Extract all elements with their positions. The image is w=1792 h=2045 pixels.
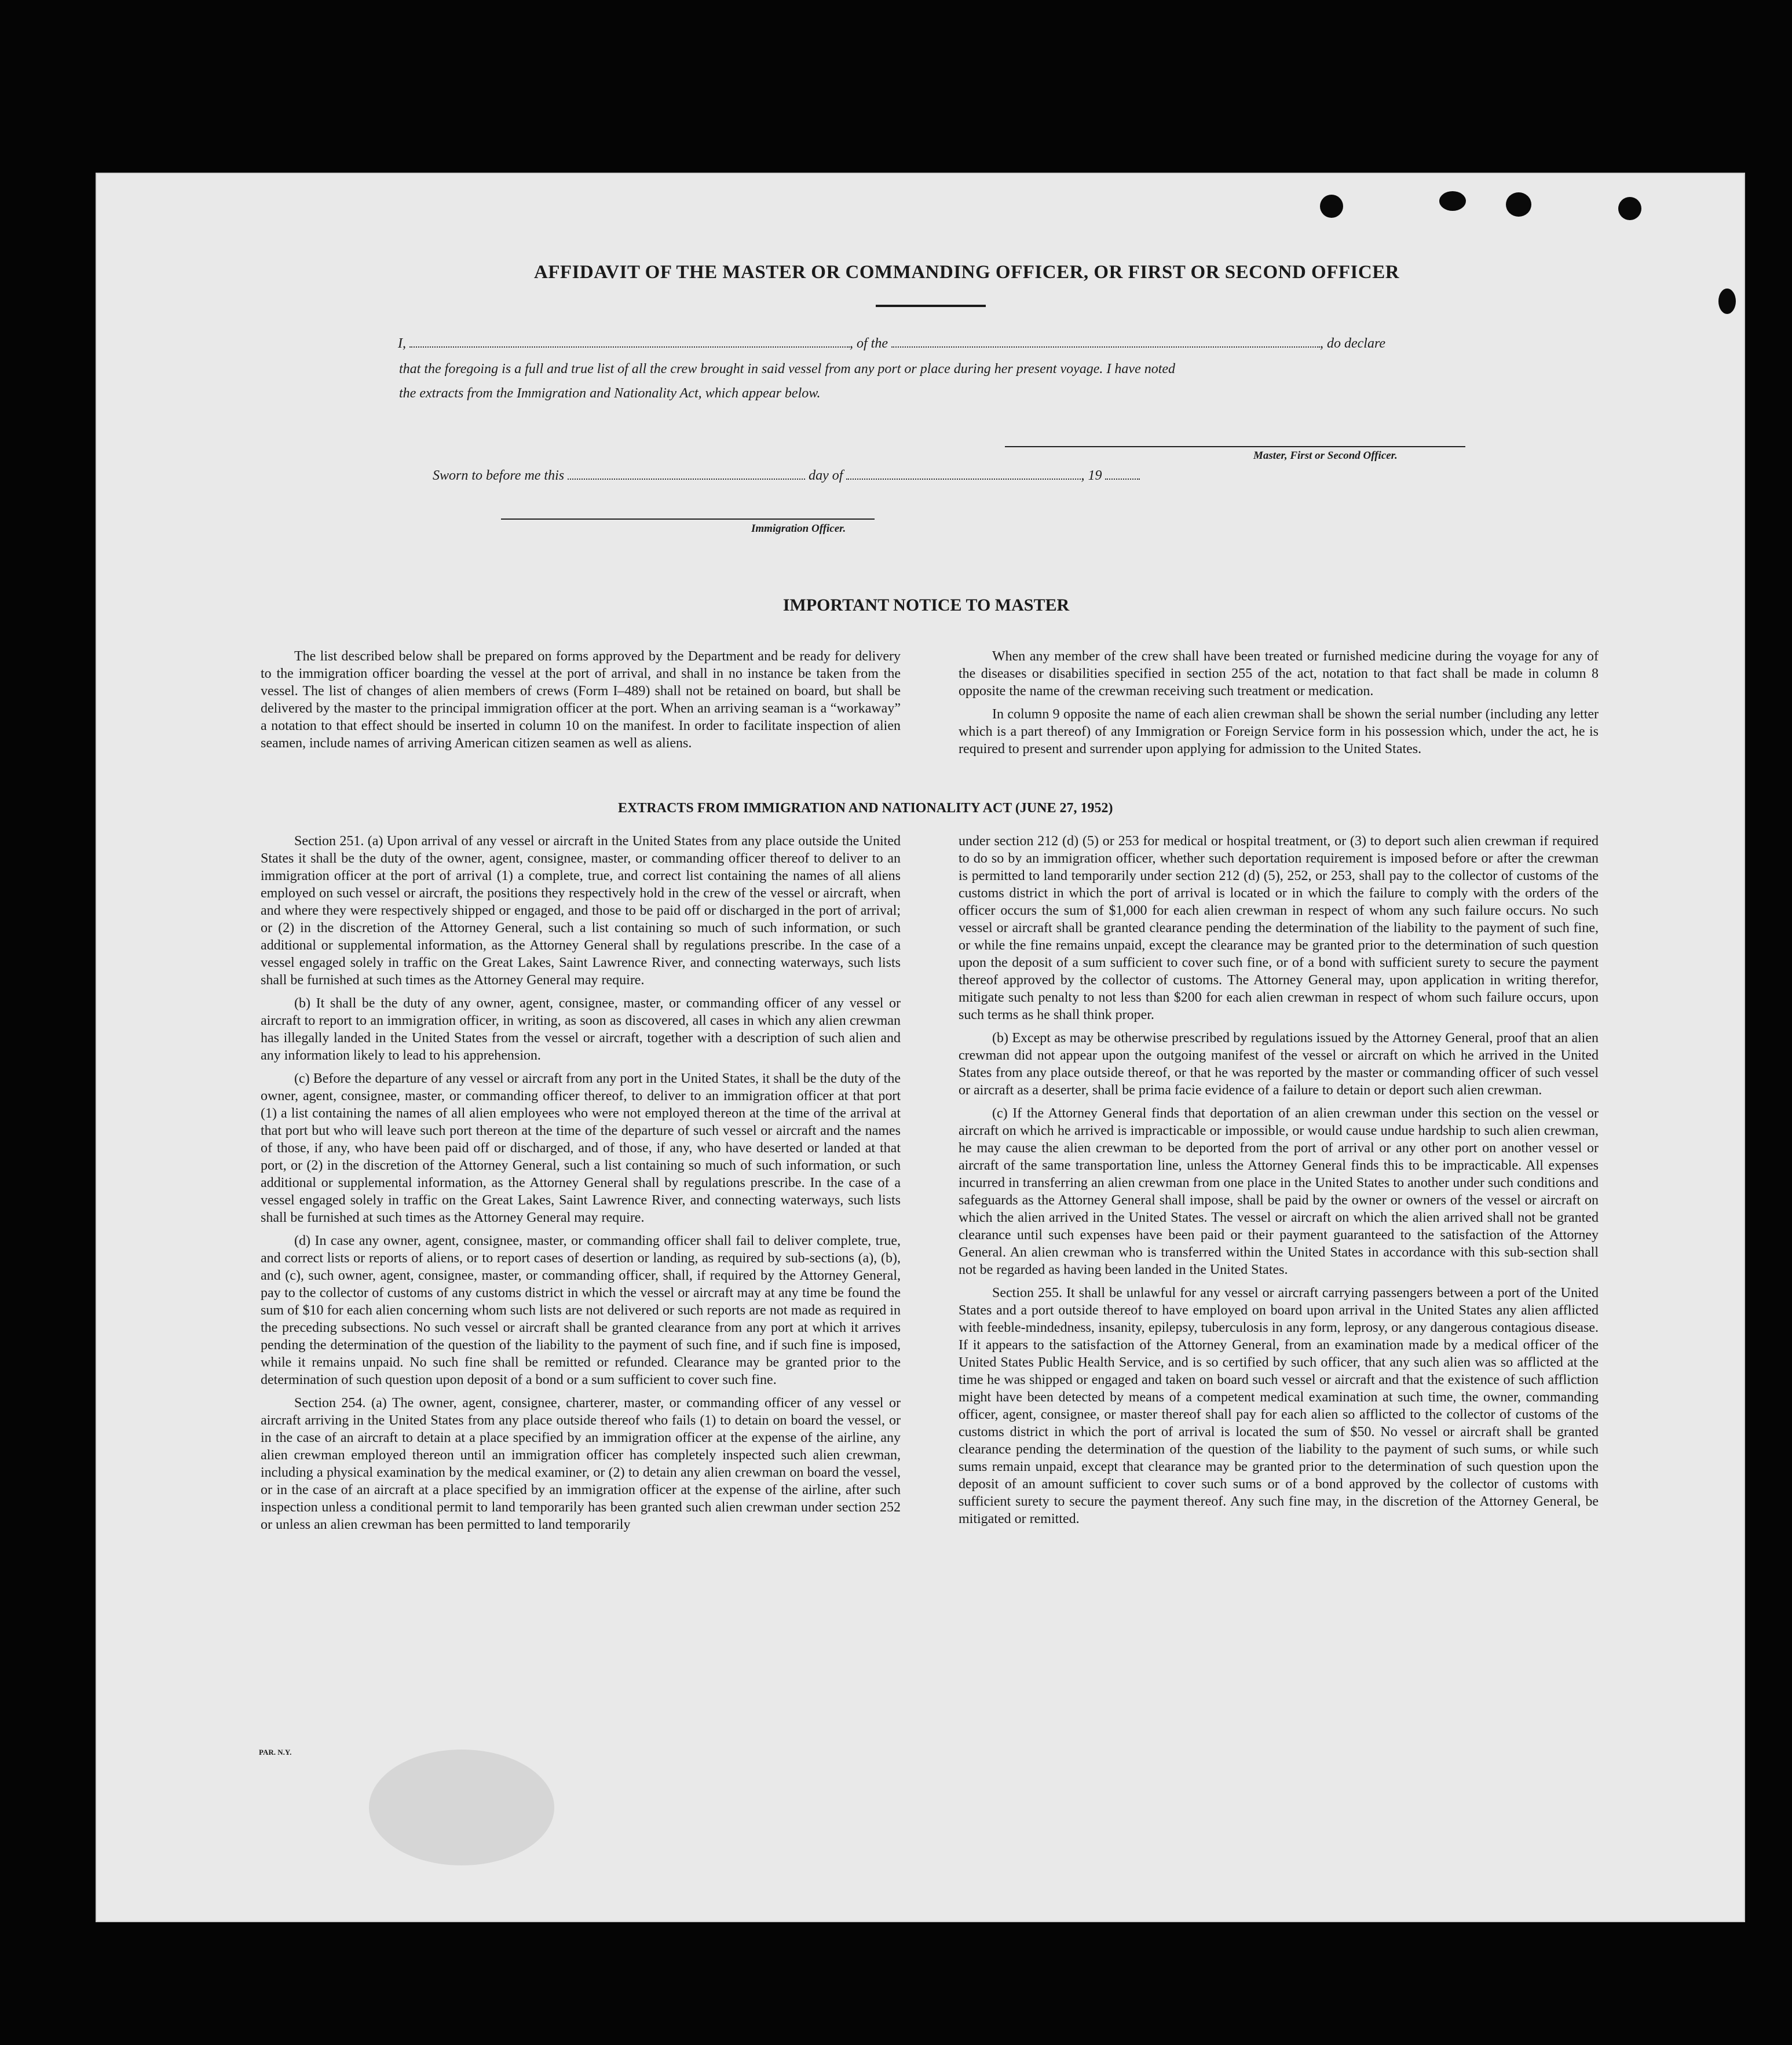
section-254-b: (b) Except as may be otherwise prescribed by regulations issued by the Attorney General, proof that an alien crewman did not appear upon the outgoing manifest of the vessel or aircraft on which he arrived in the United States from any place outside thereof, or that he was reported by the master or commanding officer of such vessel or aircraft as a deserter, shall be prima facie evidence of a failure to detain or deport such alien crewman. xyxy=(959,1031,1599,1098)
declarant-prefix: I, xyxy=(398,336,406,351)
title-divider xyxy=(876,305,986,307)
sworn-day-field[interactable] xyxy=(568,469,805,480)
punch-hole xyxy=(1718,289,1736,314)
punch-hole xyxy=(1506,192,1531,217)
year-prefix-label: , 19 xyxy=(1081,468,1102,483)
notice-right-paragraph-1: When any member of the crew shall have been treated or furnished medicine during the voyage for any of the diseases or disabilities specified in section 255 of the act, notation to that fact shall be made in column 8 opposite the name of the crewman receiving such treatment or medication. xyxy=(959,649,1599,699)
section-254-a: Section 254. (a) The owner, agent, consignee, charterer, master, or commanding officer of any vessel or aircraft arriving in the United States from any place outside thereof who fails (1) to detain on board the vessel, or in the case of an aircraft to detain at a place specified by an immigration officer at the expense of the airline, any alien crewman employed thereon until an immigration officer has completely inspected such alien crewman, including a physical examination by the medical examiner, or (2) to detain any alien crewman on board the vessel, or in the case of an aircraft at a place specified by an immigration officer at the expense of the airline, after such inspection unless a conditional permit to land temporarily has been granted such alien crewman under section 252 or unless an alien crewman has been permitted to land temporarily xyxy=(261,1396,901,1532)
extracts-title: EXTRACTS FROM IMMIGRATION AND NATIONALITY ACT (JUNE 27, 1952) xyxy=(618,801,1113,816)
do-declare-label: , do declare xyxy=(1320,336,1386,351)
immigration-officer-signature-line[interactable] xyxy=(501,518,875,520)
notice-left-paragraph: The list described below shall be prepared on forms approved by the Department and be ready for delivery to the immigration officer boarding the vessel at the port of arrival, and shall in no instance be taken from the vessel. The list of changes of alien members of crews (Form I–489) shall not be retained on board, but shall be delivered by the master to the principal immigration officer at the port. When an arriving seaman is a “workaway” a notation to that effect should be inserted in column 10 on the manifest. In order to facilitate inspection of alien seamen, include names of arriving American citizen seamen as well as aliens. xyxy=(261,649,901,751)
sworn-line xyxy=(433,468,1522,484)
master-signature-caption: Master, First or Second Officer. xyxy=(1253,450,1398,462)
section-254-a-continued: under section 212 (d) (5) or 253 for medical or hospital treatment, or (3) to deport such alien crewman if required to do so by an immigration officer, whether such deportation requirement is imposed before or after the crewman is permitted to land temporarily under section 212 (d) (5), 252, or 253, shall pay to the collector of customs of the customs district in which the port of arrival is located or in which the failure to comply with the orders of the officer occurs the sum of $1,000 for each alien crewman in respect of whom any such failure occurs. No such vessel or aircraft shall be granted clearance pending the determination of the liability to the payment of such fine, or while the fine remains unpaid, except the clearance may be granted prior to the determination of such question upon the deposit of a sum sufficient to cover such fine, or of a bond with sufficient surety to secure the payment thereof approved by the collector of customs. The Attorney General may, upon application in writing therefor, mitigate such penalty to not less than $200 for each alien crewman in respect of whom such failure occurs, upon such terms as he shall think proper. xyxy=(959,834,1599,1022)
notice-right-paragraph-2: In column 9 opposite the name of each alien crewman shall be shown the serial number (including any letter which is a part thereof) of any Immigration or Foreign Service form in his possession which, under the act, he is required to present and surrender upon applying for admission to the United States. xyxy=(959,707,1599,757)
affidavit-title: AFFIDAVIT OF THE MASTER OR COMMANDING OFFICER, OR FIRST OR SECOND OFFICER xyxy=(533,262,1400,283)
section-251-b: (b) It shall be the duty of any owner, agent, consignee, master, or commanding officer of any vessel or aircraft to report to an immigration officer, in writing, as soon as discovered, all cases in which any alien crewman has illegally landed in the United States from the vessel or aircraft, together with a description of such alien and any information likely to lead to his apprehension. xyxy=(261,996,901,1063)
immigration-officer-caption: Immigration Officer. xyxy=(751,523,846,535)
section-255: Section 255. It shall be unlawful for any vessel or aircraft carrying passengers between a port of the United States and a port outside thereof to have employed on board upon arrival in the United States any alien afflicted with feeble-mindedness, insanity, epilepsy, tuberculosis in any form, leprosy, or any dangerous contagious disease. If it appears to the satisfaction of the Attorney General, from an examination made by a medical officer of the United States Public Health Service, and is so certified by such officer, that any such alien was so afflicted at the time he was shipped or engaged and taken on board such vessel or aircraft and that the existence of such affliction might have been detected by means of a competent medical examination at such time, the owner, commanding officer, agent, consignee, or master thereof shall pay for each alien so afflicted to the collector of customs of the customs district in which the port of arrival is located the sum of $50. No vessel or aircraft shall be granted clearance pending the determination of the question of the liability to the payment of such sums, or while such sums remain unpaid, except that clearance may be granted prior to the determination of such question upon the deposit of an amount sufficient to cover such sums or of a bond approved by the collector of customs with sufficient surety to secure the payment thereof. Any such fine may, in the discretion of the Attorney General, be mitigated or remitted. xyxy=(959,1286,1599,1527)
section-251-c: (c) Before the departure of any vessel or aircraft from any port in the United States, it shall be the duty of the owner, agent, consignee, master, or commanding officer thereof, to deliver to an immigration officer at that port (1) a list containing the names of all alien employees who were not employed thereon at the time of the arrival at that port but who will leave such port thereon at the time of the departure of such vessel or aircraft and the names of those, if any, who have been paid off or discharged, and of those, if any, who have deserted or landed at that port, or (2) in the discretion of the Attorney General, such a list containing so much of such information, or such additional or supplemental information, as the Attorney General shall by regulations prescribe. In the case of a vessel engaged solely in traffic on the Great Lakes, Saint Lawrence River, and connecting waterways, such lists shall be furnished at such times as the Attorney General may require. xyxy=(261,1071,901,1225)
sworn-label: Sworn to before me this xyxy=(433,468,565,483)
master-signature-line[interactable] xyxy=(1005,446,1465,447)
section-251-d: (d) In case any owner, agent, consignee, master, or commanding officer shall fail to deliver complete, true, and correct lists or reports of aliens, or to report cases of desertion or landing, as required by sub-sections (a), (b), and (c), such owner, agent, consignee, master, or commanding officer, shall, if required by the Attorney General, pay to the collector of customs of any customs district in which the vessel or aircraft may at any time be found the sum of $10 for each alien concerning whom such lists are not delivered or such reports are not made as required in the preceding subsections. No such vessel or aircraft shall be granted clearance from any port at which it arrives pending the determination of the question of the liability to the payment of such fine, and if such fine is imposed, while it remains unpaid. No such fine shall be remitted or refunded. Clearance may be granted prior to the determination of such question upon deposit of a bond or a sum sufficient to cover such fine. xyxy=(261,1233,901,1387)
declaration-line-1 xyxy=(398,336,1487,352)
punch-hole xyxy=(1320,195,1343,218)
punch-hole xyxy=(1618,197,1641,220)
punch-hole xyxy=(1439,191,1466,211)
declarant-name-field[interactable] xyxy=(409,337,850,348)
declaration-line-3: the extracts from the Immigration and Nationality Act, which appear below. xyxy=(399,386,821,401)
stamp-smudge xyxy=(369,1750,554,1865)
notice-title: IMPORTANT NOTICE TO MASTER xyxy=(782,596,1070,615)
section-254-c: (c) If the Attorney General finds that deportation of an alien crewman under this section on the vessel or aircraft on which he arrived is impracticable or impossible, or would cause undue hardship to such alien crewman, he may cause the alien crewman to be deported from the port of arrival or any other port on another vessel or aircraft of the same transportation line, unless the Attorney General finds this to be impracticable. All expenses incurred in transferring an alien crewman from one place in the United States to another under such conditions and safeguards as the Attorney General shall impose, shall be paid by the owner or owners of the vessel or aircraft on which the alien arrived in the United States. The vessel or aircraft on which the alien arrived shall not be granted clearance until such expenses have been paid or their payment guaranteed to the satisfaction of the Attorney General. An alien crewman who is transferred within the United States in accordance with this sub-section shall not be regarded as having been landed in the United States. xyxy=(959,1106,1599,1277)
extracts-left-column xyxy=(261,832,901,1539)
sworn-year-field[interactable] xyxy=(1105,469,1140,480)
section-251-a: Section 251. (a) Upon arrival of any vessel or aircraft in the United States from any place outside the United States it shall be the duty of the owner, agent, consignee, master, or commanding officer thereof to deliver to an immigration officer at the port of arrival (1) a complete, true, and correct list containing the names of all aliens employed on such vessel or aircraft, the positions they respectively hold in the crew of the vessel or aircraft, when and where they were respectively shipped or engaged, and those to be paid off or discharged in the port of arrival; or (2) in the discretion of the Attorney General, such a list containing so much of such information, or such additional or supplemental information, as the Attorney General shall by regulations prescribe. In the case of a vessel engaged solely in traffic on the Great Lakes, Saint Lawrence River, and connecting waterways, such lists shall be furnished at such times as the Attorney General may require. xyxy=(261,834,901,988)
printer-mark: PAR. N.Y. xyxy=(259,1748,292,1756)
notice-left-column xyxy=(261,648,901,758)
vessel-name-field[interactable] xyxy=(891,337,1320,348)
extracts-right-column xyxy=(959,832,1599,1533)
notice-right-column xyxy=(959,648,1599,764)
declaration-line-2: that the foregoing is a full and true list of all the crew brought in said vessel from any port or place during her present voyage. I have noted xyxy=(399,361,1176,377)
day-of-label: day of xyxy=(809,468,843,483)
sworn-month-field[interactable] xyxy=(846,469,1081,480)
form-page xyxy=(96,173,1745,1922)
of-the-label: , of the xyxy=(850,336,888,351)
